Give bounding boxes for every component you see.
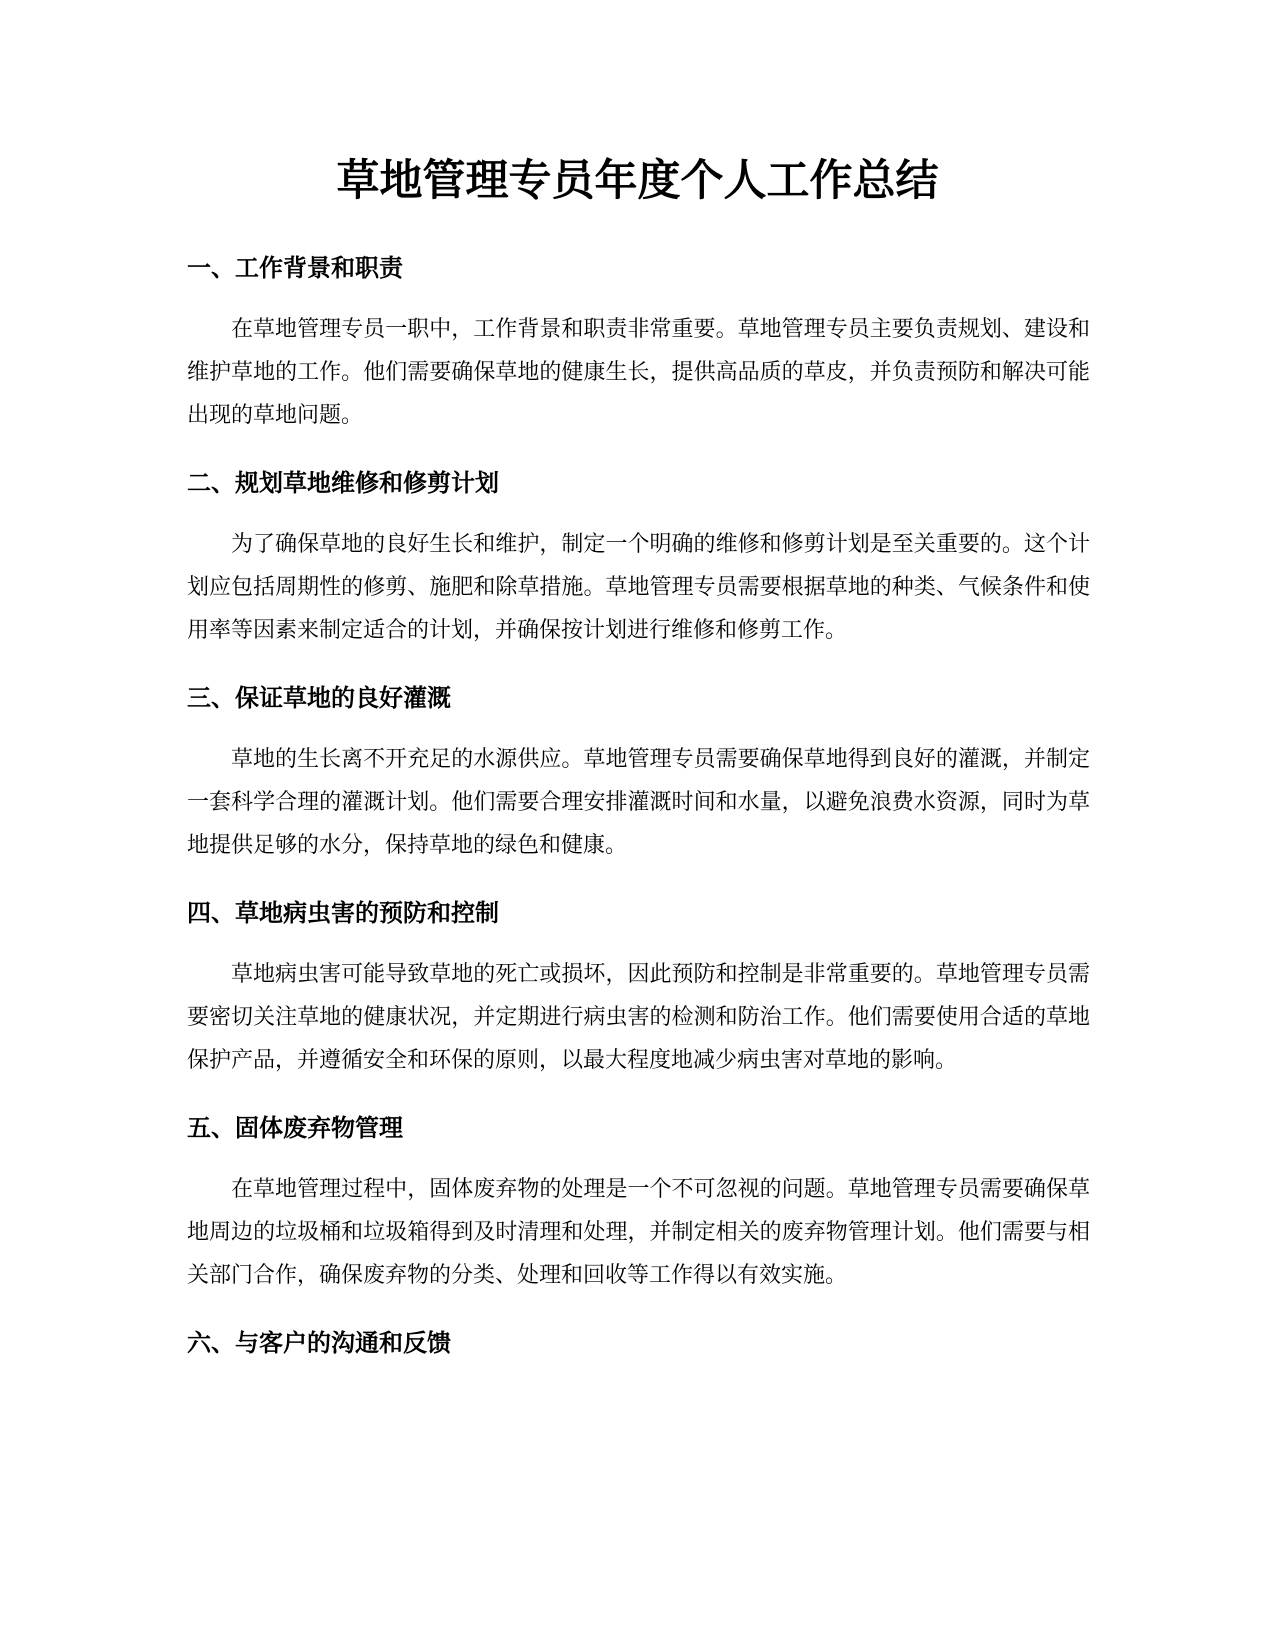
document-content [187,236,1090,1375]
section-heading-6: 六、与客户的沟通和反馈 [187,1329,451,1357]
section-heading-1: 一、工作背景和职责 [187,254,403,282]
section-heading-2: 二、规划草地维修和修剪计划 [187,469,499,497]
section-heading-5: 五、固体废弃物管理 [187,1114,403,1142]
section-body-3: 草地的生长离不开充足的水源供应。草地管理专员需要确保草地得到良好的灌溉，并制定一套科学合理的灌溉计划。他们需要合理安排灌溉时间和水量，以避免浪费水资源，同时为草地提供足够的水分，保持草地的绿色和健康。 [187,747,1090,858]
section-body-2: 为了确保草地的良好生长和维护，制定一个明确的维修和修剪计划是至关重要的。这个计划应包括周期性的修剪、施肥和除草措施。草地管理专员需要根据草地的种类、气候条件和使用率等因素来制定适合的计划，并确保按计划进行维修和修剪工作。 [187,532,1090,643]
section-body-1: 在草地管理专员一职中，工作背景和职责非常重要。草地管理专员主要负责规划、建设和维护草地的工作。他们需要确保草地的健康生长，提供高品质的草皮，并负责预防和解决可能出现的草地问题。 [187,317,1090,428]
section-heading-3: 三、保证草地的良好灌溉 [187,684,451,712]
document-title: 草地管理专员年度个人工作总结 [336,156,939,206]
section-body-5: 在草地管理过程中，固体废弃物的处理是一个不可忽视的问题。草地管理专员需要确保草地周边的垃圾桶和垃圾箱得到及时清理和处理，并制定相关的废弃物管理计划。他们需要与相关部门合作，确保废弃物的分类、处理和回收等工作得以有效实施。 [187,1177,1090,1288]
section-heading-4: 四、草地病虫害的预防和控制 [187,899,499,927]
section-body-4: 草地病虫害可能导致草地的死亡或损坏，因此预防和控制是非常重要的。草地管理专员需要密切关注草地的健康状况，并定期进行病虫害的检测和防治工作。他们需要使用合适的草地保护产品，并遵循安全和环保的原则，以最大程度地减少病虫害对草地的影响。 [187,962,1090,1073]
